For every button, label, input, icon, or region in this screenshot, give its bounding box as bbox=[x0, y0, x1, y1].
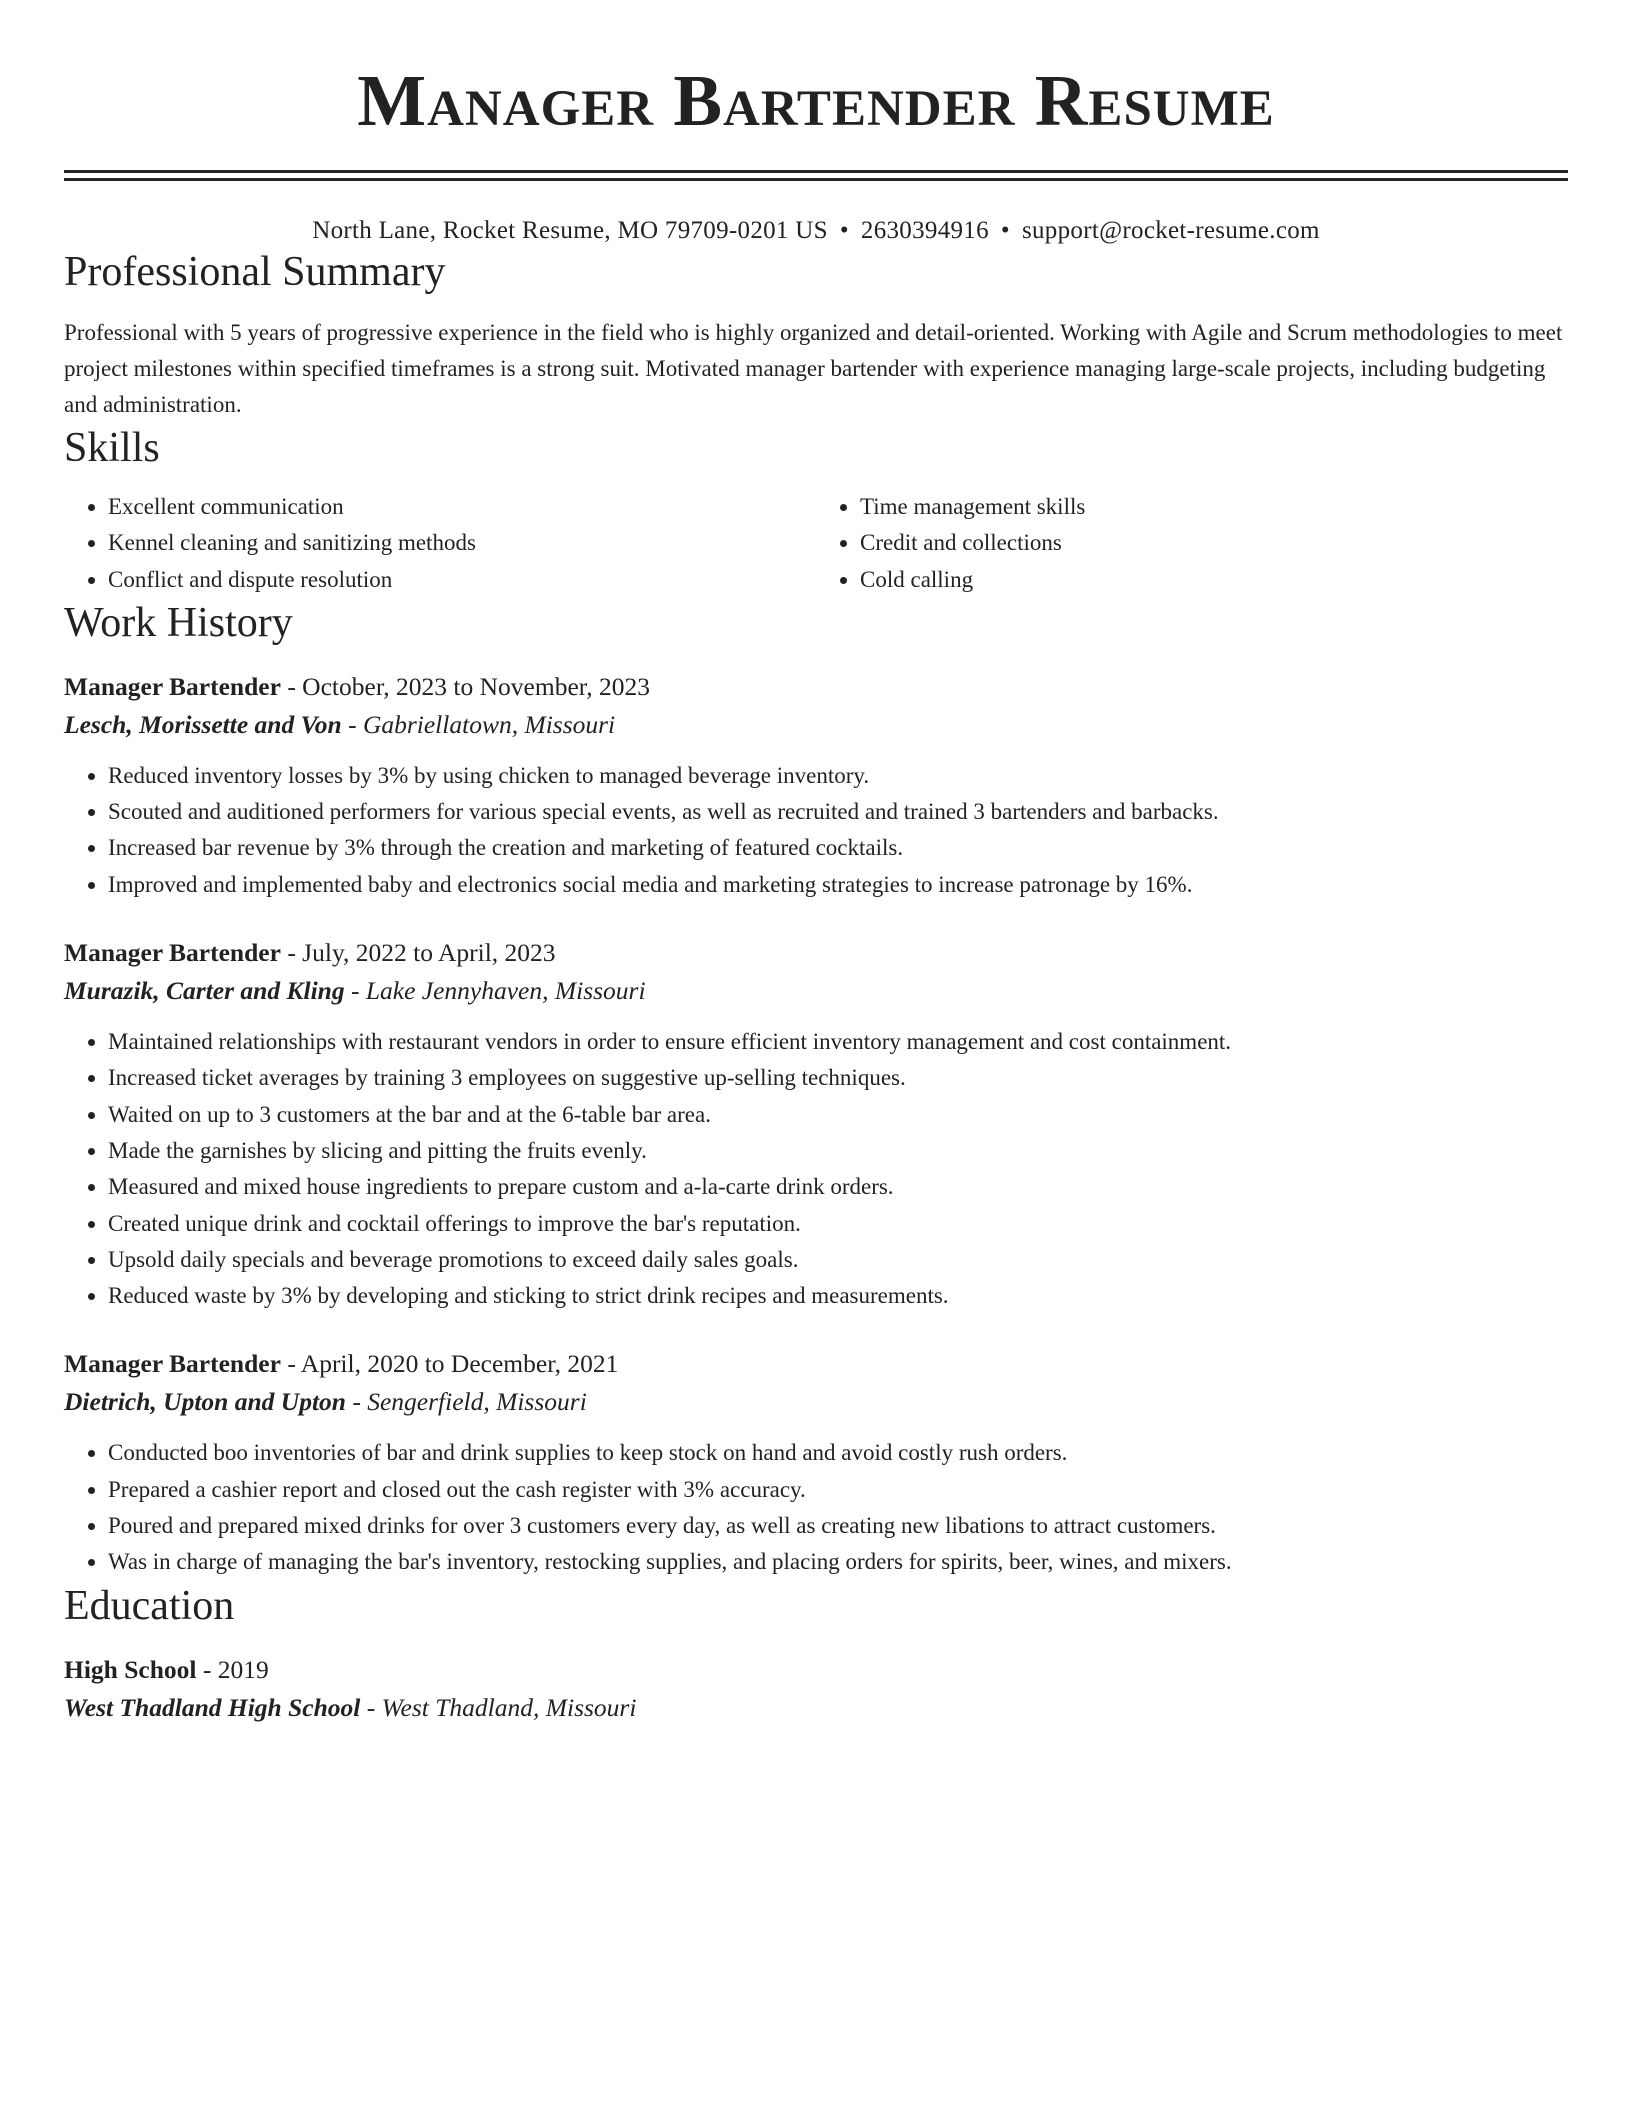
education-degree: High School bbox=[64, 1654, 197, 1684]
job-bullet: • Increased bar revenue by 3% through the creation and marketing of featured cocktails. bbox=[108, 830, 1568, 866]
resume-title: Manager Bartender Resume bbox=[357, 60, 1275, 141]
job-bullet: • Upsold daily specials and beverage promotions to exceed daily sales goals. bbox=[108, 1242, 1568, 1278]
education-school: West Thadland High School bbox=[64, 1692, 361, 1722]
job-company: Murazik, Carter and Kling bbox=[64, 976, 345, 1006]
job-employer bbox=[64, 706, 1568, 744]
job-entry bbox=[64, 1345, 1568, 1580]
job-bullet: • Prepared a cashier report and closed out the cash register with 3% accuracy. bbox=[108, 1472, 1568, 1508]
skill-item: • Credit and collections bbox=[860, 525, 1568, 561]
job-bullet: • Maintained relationships with restaurant vendors in order to ensure efficient inventory management and cost containment. bbox=[108, 1024, 1568, 1060]
education-school-line bbox=[64, 1689, 1568, 1727]
skills-heading: Skills bbox=[64, 425, 160, 471]
work-history-heading: Work History bbox=[64, 599, 293, 646]
skills-column-right bbox=[816, 489, 1568, 598]
job-title: Manager Bartender bbox=[64, 938, 281, 968]
job-bullet: • Poured and prepared mixed drinks for over 3 customers every day, as well as creating new libations to attract customers. bbox=[108, 1508, 1568, 1544]
education-heading: Education bbox=[64, 1582, 235, 1629]
job-entry bbox=[64, 668, 1568, 903]
job-bullet: • Increased ticket averages by training 3 employees on suggestive up-selling techniques. bbox=[108, 1060, 1568, 1096]
job-bullets bbox=[64, 1435, 1568, 1580]
job-bullet: • Conducted boo inventories of bar and drink supplies to keep stock on hand and avoid costly rush orders. bbox=[108, 1435, 1568, 1471]
job-bullet: • Was in charge of managing the bar's inventory, restocking supplies, and placing orders for spirits, beer, wines, and mixers. bbox=[108, 1544, 1568, 1580]
job-bullet: • Measured and mixed house ingredients to prepare custom and a-la-carte drink orders. bbox=[108, 1169, 1568, 1205]
job-entry bbox=[64, 934, 1568, 1314]
summary-heading: Professional Summary bbox=[64, 249, 446, 295]
contact-address: North Lane, Rocket Resume, MO 79709-0201 US bbox=[312, 217, 828, 244]
job-company: Lesch, Morissette and Von bbox=[64, 709, 342, 739]
job-title: Manager Bartender bbox=[64, 1349, 281, 1379]
job-company: Dietrich, Upton and Upton bbox=[64, 1387, 346, 1417]
education-location: - West Thadland, Missouri bbox=[360, 1692, 637, 1722]
skill-item: • Time management skills bbox=[860, 489, 1568, 525]
job-bullet: • Reduced waste by 3% by developing and sticking to strict drink recipes and measurements. bbox=[108, 1278, 1568, 1314]
contact-email[interactable]: support@rocket-resume.com bbox=[1021, 217, 1320, 244]
job-employer bbox=[64, 972, 1568, 1010]
job-location: - Lake Jennyhaven, Missouri bbox=[344, 976, 646, 1006]
skill-item: • Conflict and dispute resolution bbox=[108, 562, 816, 598]
skill-item: • Kennel cleaning and sanitizing methods bbox=[108, 525, 816, 561]
job-header bbox=[64, 934, 1568, 972]
title-divider bbox=[64, 170, 1568, 181]
job-bullet: • Made the garnishes by slicing and pitting the fruits evenly. bbox=[108, 1133, 1568, 1169]
skill-item: • Excellent communication bbox=[108, 489, 816, 525]
job-dates: - April, 2020 to December, 2021 bbox=[280, 1349, 619, 1379]
contact-line bbox=[64, 215, 1568, 247]
job-header bbox=[64, 668, 1568, 706]
job-dates: - October, 2023 to November, 2023 bbox=[280, 671, 650, 701]
contact-separator: • bbox=[839, 217, 849, 244]
job-employer bbox=[64, 1383, 1568, 1421]
skills-column-left bbox=[64, 489, 816, 598]
job-title: Manager Bartender bbox=[64, 671, 281, 701]
job-bullet: • Waited on up to 3 customers at the bar and at the 6-table bar area. bbox=[108, 1097, 1568, 1133]
job-bullets bbox=[64, 1024, 1568, 1314]
contact-separator: • bbox=[1000, 217, 1010, 244]
job-bullets bbox=[64, 758, 1568, 903]
summary-text: Professional with 5 years of progressive experience in the field who is highly organized and detail-oriented. Working with Agile and Scrum methodologies to meet project milestones within specified timeframes is a strong suit. Motivated manager bartender with experience managing large-scale projects, including budgeting and administration. bbox=[64, 320, 1563, 417]
education-header bbox=[64, 1651, 1568, 1689]
job-location: - Gabriellatown, Missouri bbox=[341, 709, 616, 739]
skills-list bbox=[64, 489, 1568, 598]
skill-item: • Cold calling bbox=[860, 562, 1568, 598]
contact-phone[interactable]: 2630394916 bbox=[860, 217, 989, 244]
job-location: - Sengerfield, Missouri bbox=[345, 1387, 587, 1417]
job-bullet: • Created unique drink and cocktail offerings to improve the bar's reputation. bbox=[108, 1206, 1568, 1242]
job-bullet: • Reduced inventory losses by 3% by using chicken to managed beverage inventory. bbox=[108, 758, 1568, 794]
job-dates: - July, 2022 to April, 2023 bbox=[280, 938, 556, 968]
job-bullet: • Improved and implemented baby and electronics social media and marketing strategies to increase patronage by 16%. bbox=[108, 867, 1568, 903]
job-header bbox=[64, 1345, 1568, 1383]
job-bullet: • Scouted and auditioned performers for various special events, as well as recruited and trained 3 bartenders and barbacks. bbox=[108, 794, 1568, 830]
education-entry bbox=[64, 1651, 1568, 1727]
education-year: - 2019 bbox=[196, 1654, 269, 1684]
